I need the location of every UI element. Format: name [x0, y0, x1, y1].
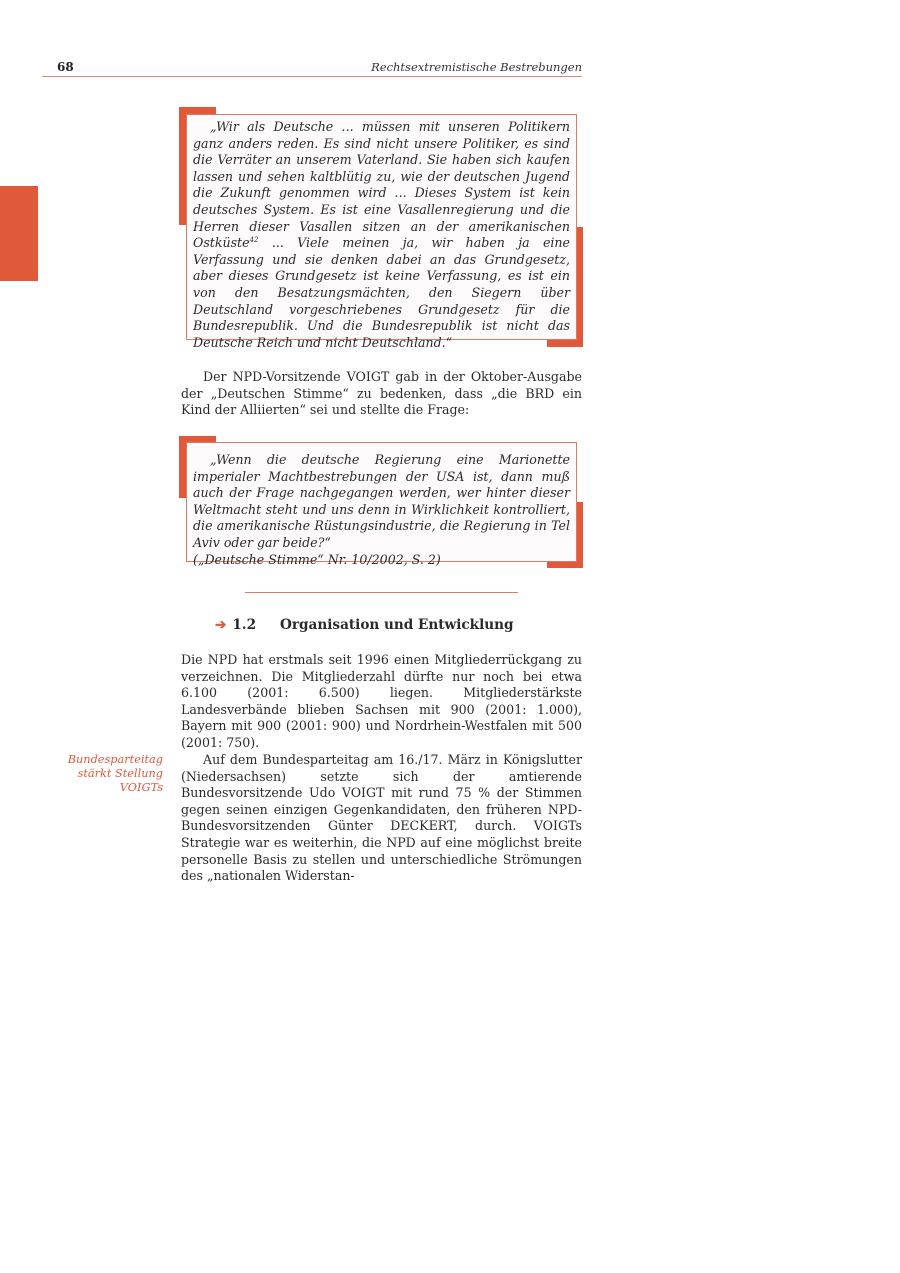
section-title: Organisation und Entwicklung: [280, 617, 514, 633]
running-title: Rechtsextremistische Bestrebungen: [371, 60, 582, 74]
margin-note-line-3: VOIGTs: [119, 781, 163, 795]
quote-1-text-part-2: ... Viele meinen ja, wir haben ja eine Verfassung und sie denken dabei an das Grundgesetz, aber dieses Grundgesetz ist keine Verfassung, es ist ein von den Besatzungsmächten, den Siegern über Deutschland vorgeschriebenes Grundgesetz für die Bundesrepublik. Und die Bundesrepublik ist nicht das Deutsche Reich und nicht Deutschland.“: [193, 235, 570, 350]
side-thumb-tab: [0, 186, 38, 281]
quote-1-text-part-1: „Wir als Deutsche ... müssen mit unseren Politikern ganz anders reden. Es sind nicht unsere Politiker, es sind die Verräter an unserem Vaterland. Sie haben sich kaufen lassen und sehen kaltblütig zu, wie der deutschen Jugend die Zukunft genommen wird ... Dieses System ist kein deutsches System. Es ist eine Vasallenregierung und die Herren dieser Vasallen sitzen an der amerikanischen Ostküste: [193, 119, 570, 251]
margin-note: [43, 753, 163, 796]
quote-2-text: „Wenn die deutsche Regierung eine Marionette imperialer Machtbestrebungen der USA ist, dann muß auch der Frage nachgegangen werden, wer hinter dieser Weltmacht steht und uns denn in Wirklichkeit kontrolliert, die amerikanische Rüstungsindustrie, die Regierung in Tel Aviv oder gar beide?“: [193, 452, 570, 550]
section-divider: [245, 592, 518, 593]
section-heading: [215, 617, 514, 633]
footnote-marker[interactable]: 42: [249, 235, 259, 244]
paragraph-1: Der NPD-Vorsitzende VOIGT gab in der Oktober-Ausgabe der „Deutschen Stimme“ zu bedenken, dass „die BRD ein Kind der Alliierten“ sei und stellte die Frage:: [181, 369, 582, 418]
page-number: 68: [57, 60, 74, 74]
quote-2-box: [186, 442, 577, 567]
quote-1-box: [186, 114, 577, 350]
margin-note-line-1: Bundesparteitag: [67, 753, 163, 766]
quote-1-text: [193, 119, 570, 351]
arrow-right-icon: ➔: [215, 617, 227, 633]
paragraph-3: Auf dem Bundesparteitag am 16./17. März in Königslutter (Niedersachsen) setzte sich der amtierende Bundesvorsitzende Udo VOIGT mit rund 75 % der Stimmen gegen seinen einzigen Gegenkandidaten, den früheren NPD-Bundesvorsitzenden Günter DECKERT, durch. VOIGTs Strategie war es weiterhin, die NPD auf eine möglichst breite personelle Basis zu stellen und unterschiedliche Strömungen des „nationalen Widerstan-: [181, 752, 582, 884]
margin-note-line-2: stärkt Stellung: [77, 767, 163, 781]
quote-2-source: („Deutsche Stimme“ Nr. 10/2002, S. 2): [193, 551, 441, 567]
section-number: 1.2: [232, 617, 257, 633]
header-rule: [42, 76, 582, 77]
paragraph-2: Die NPD hat erstmals seit 1996 einen Mitgliederrückgang zu verzeichnen. Die Mitgliederzahl dürfte nur noch bei etwa 6.100 (2001: 6.500) liegen. Mitgliederstärkste Landesverbände blieben Sachsen mit 900 (2001: 1.000), Bayern mit 900 (2001: 900) und Nordrhein-Westfalen mit 500 (2001: 750).: [181, 652, 582, 750]
